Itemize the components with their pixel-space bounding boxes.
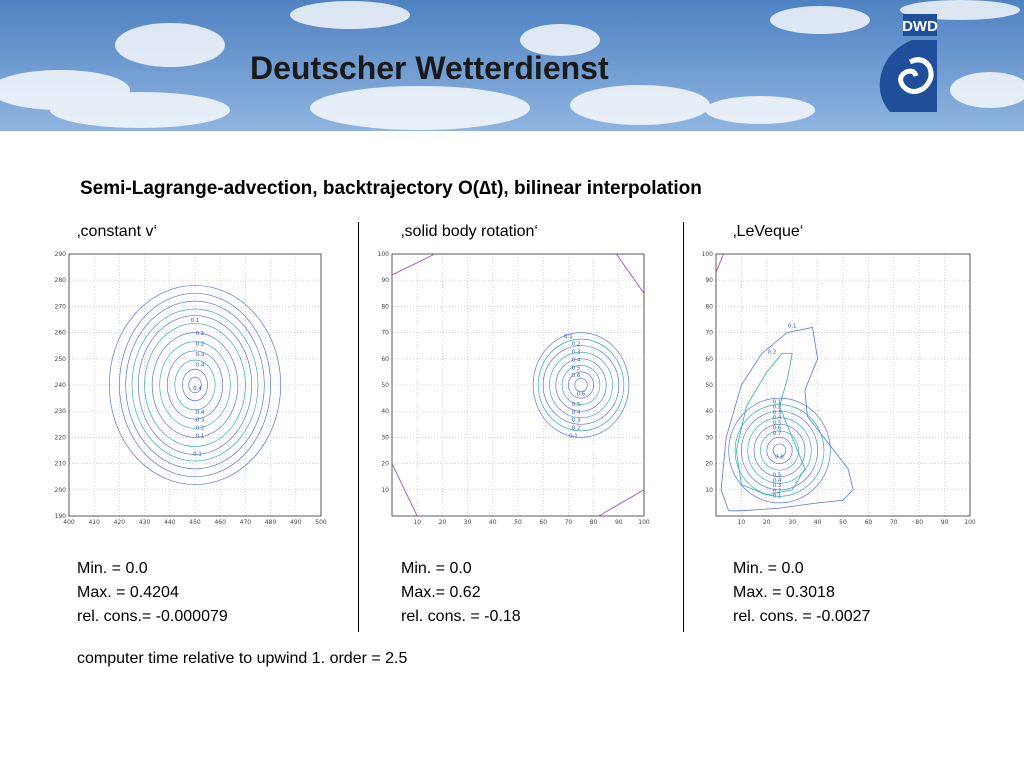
contour-label: 0.3: [195, 352, 205, 359]
x-tick-label: 20: [438, 519, 447, 526]
contour-label: 0.3: [772, 483, 782, 490]
x-tick-label: 440: [164, 519, 176, 526]
stat-min: Min. = 0.0: [401, 560, 472, 577]
x-tick-label: 80: [915, 519, 924, 526]
divider-line: [683, 222, 684, 632]
contour-label: 0.1: [787, 323, 797, 330]
divider-line: [358, 222, 359, 632]
y-tick-label: 210: [54, 460, 66, 468]
x-tick-label: 10: [413, 519, 422, 526]
contour-label: 0.2: [195, 341, 205, 348]
contour-label: 0.4: [195, 362, 205, 369]
y-tick-label: 200: [54, 486, 66, 494]
y-tick-label: 10: [381, 486, 389, 494]
y-tick-label: 30: [705, 434, 713, 442]
x-tick-label: 460: [214, 519, 226, 526]
contour-label: 0.1: [772, 399, 782, 406]
contour-label: 0.6: [772, 425, 782, 432]
x-tick-label: 90: [940, 519, 949, 526]
contour-label: 0.1: [569, 433, 578, 440]
contour-label: 0.3: [195, 417, 205, 424]
y-tick-label: 30: [381, 434, 389, 442]
x-tick-label: 50: [514, 519, 522, 526]
stat-max: Max.= 0.62: [401, 584, 481, 601]
x-tick-label: 70: [564, 519, 573, 526]
contour-plot-solid-body: [374, 248, 654, 528]
x-tick-label: 10: [737, 519, 746, 526]
logo-text: DWD: [902, 18, 938, 35]
contour-label: 0.3: [571, 349, 581, 356]
stat-rel-cons: rel. cons. = -0.18: [401, 608, 521, 625]
stat-min: Min. = 0.0: [77, 560, 148, 577]
contour-label: 0.5: [772, 472, 782, 479]
y-tick-label: 20: [381, 460, 389, 468]
stat-max: Max. = 0.3018: [733, 584, 835, 601]
contour-label: 0.1: [564, 333, 573, 340]
y-tick-label: 250: [54, 355, 66, 363]
x-tick-label: 410: [88, 519, 100, 526]
x-tick-label: 500: [315, 519, 327, 526]
y-tick-label: 90: [381, 277, 389, 285]
y-tick-label: 80: [705, 303, 713, 311]
x-tick-label: 400: [63, 519, 75, 526]
x-tick-label: 20: [762, 519, 771, 526]
x-tick-label: 450: [189, 519, 201, 526]
x-tick-label: 80: [589, 519, 598, 526]
stat-max: Max. = 0.4204: [77, 584, 179, 601]
panel-label-constant-v: ‚constant v‘: [77, 223, 158, 240]
x-tick-label: 30: [463, 519, 472, 526]
contour-label: 0.2: [195, 425, 205, 432]
header-banner: [0, 0, 1024, 131]
y-tick-label: 70: [705, 329, 713, 337]
contour-label: 0.1: [193, 451, 202, 458]
contour-line: [736, 354, 805, 495]
contour-label: 0.5: [571, 401, 581, 408]
contour-label: 0.2: [571, 341, 581, 348]
x-tick-label: 490: [290, 519, 302, 526]
contour-label: 0.4: [195, 409, 205, 416]
x-tick-label: 70: [889, 519, 898, 526]
contour-label: 0.4: [571, 409, 581, 416]
contour-label: 0.4: [571, 357, 581, 364]
slide-title: Semi-Lagrange-advection, backtrajectory O(∆t), bilinear interpolation: [80, 178, 702, 199]
y-tick-label: 70: [381, 329, 389, 337]
contour-label: 0.2: [772, 404, 782, 411]
contour-label: 0.6: [571, 373, 581, 380]
x-tick-label: 30: [788, 519, 797, 526]
contour-label: 0.8: [775, 454, 784, 461]
x-tick-label: 40: [488, 519, 497, 526]
x-tick-label: 420: [113, 519, 126, 526]
contour-label: 0.1: [772, 493, 782, 500]
y-tick-label: 50: [381, 382, 389, 389]
x-tick-label: 60: [539, 519, 548, 526]
stats-block: [733, 557, 870, 629]
x-tick-label: 100: [638, 519, 650, 526]
panel-label-leveque: ‚LeVeque‘: [733, 223, 804, 240]
y-tick-label: 50: [705, 382, 713, 389]
y-tick-label: 230: [54, 408, 66, 416]
boundary-line: [616, 254, 644, 293]
footer-note: computer time relative to upwind 1. order = 2.5: [77, 650, 408, 667]
x-tick-label: 470: [239, 519, 252, 526]
y-tick-label: 220: [54, 434, 66, 442]
boundary-line: [716, 254, 724, 272]
sky-background: [0, 0, 1024, 131]
y-tick-label: 100: [701, 251, 713, 258]
y-tick-label: 40: [381, 408, 389, 416]
y-tick-label: 100: [377, 251, 389, 258]
y-tick-label: 240: [54, 382, 66, 389]
contour-label: 0.4: [193, 386, 202, 393]
contour-label: 0.5: [571, 365, 581, 372]
y-tick-label: 190: [54, 513, 66, 520]
y-tick-label: 270: [54, 303, 66, 311]
contour-label: 0.1: [190, 318, 200, 325]
contour-label: 0.5: [772, 420, 782, 427]
contour-label: 0.2: [772, 488, 782, 495]
y-tick-label: 90: [705, 277, 713, 285]
contour-label: 0.4: [772, 477, 782, 484]
boundary-line: [599, 490, 644, 516]
x-tick-label: 50: [839, 519, 847, 526]
stats-block: [77, 557, 228, 629]
y-tick-label: 80: [381, 303, 389, 311]
contour-label: 0.3: [571, 417, 581, 424]
x-tick-label: 90: [614, 519, 623, 526]
contour-label: 0.2: [571, 425, 581, 432]
y-tick-label: 290: [54, 251, 66, 258]
contour-label: 0.7: [772, 430, 782, 437]
y-tick-label: 260: [54, 329, 66, 337]
y-tick-label: 60: [381, 355, 389, 363]
stat-rel-cons: rel. cons. = -0.0027: [733, 608, 871, 625]
org-name: Deutscher Wetterdienst: [250, 50, 609, 86]
y-tick-label: 280: [54, 277, 66, 285]
x-tick-label: 480: [264, 519, 277, 526]
contour-label: 0.2: [767, 349, 777, 356]
contour-label: 0.6: [576, 391, 586, 398]
y-tick-label: 40: [705, 408, 713, 416]
x-tick-label: 100: [964, 519, 976, 526]
contour-label: 0.1: [195, 433, 205, 440]
x-tick-label: 40: [813, 519, 822, 526]
contour-label: 0.4: [772, 415, 782, 422]
y-tick-label: 20: [705, 460, 713, 468]
x-tick-label: 60: [864, 519, 873, 526]
boundary-line: [392, 254, 435, 275]
stat-rel-cons: rel. cons.= -0.000079: [77, 608, 228, 625]
x-tick-label: 430: [138, 519, 151, 526]
y-tick-label: 60: [705, 355, 713, 363]
contour-plot-leveque: [700, 248, 980, 528]
panel-label-solid-body: ‚solid body rotation‘: [401, 223, 538, 240]
contour-plot-constant-v: [52, 248, 332, 528]
stat-min: Min. = 0.0: [733, 560, 804, 577]
stats-block: [401, 557, 521, 629]
y-tick-label: 10: [705, 486, 713, 494]
contour-label: 0.1: [195, 331, 205, 338]
contour-label: 0.3: [772, 409, 782, 416]
